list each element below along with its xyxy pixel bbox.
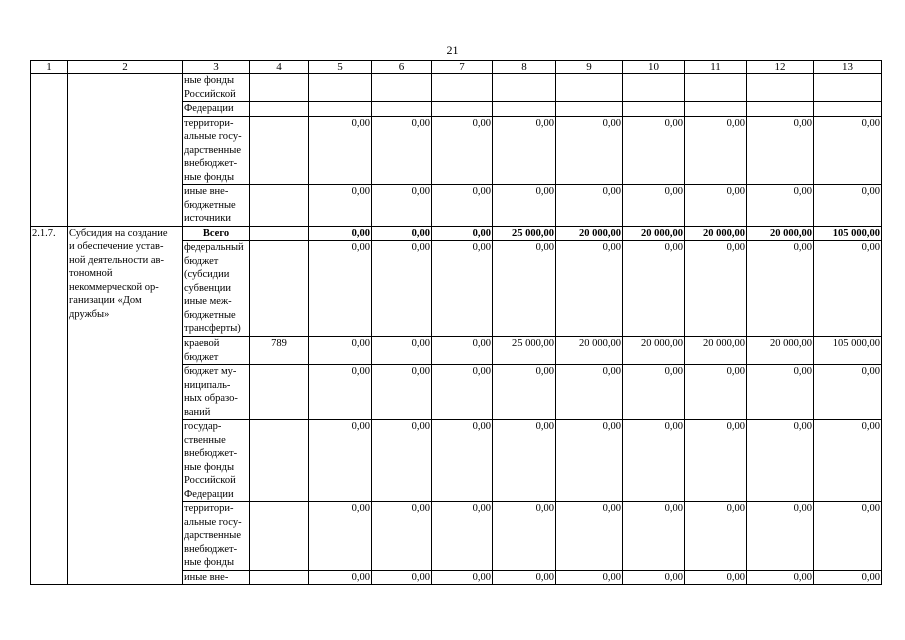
value-cell: 20 000,00 (623, 337, 685, 365)
value-cell (493, 102, 556, 117)
value-cell (556, 102, 623, 117)
value-cell: 105 000,00 (814, 226, 882, 241)
value-cell (747, 74, 814, 102)
value-cell: 0,00 (372, 420, 432, 502)
value-cell: 105 000,00 (814, 337, 882, 365)
value-cell: 0,00 (372, 116, 432, 185)
value-cell: 0,00 (814, 116, 882, 185)
value-cell (685, 102, 747, 117)
value-cell: 20 000,00 (556, 337, 623, 365)
value-cell (623, 102, 685, 117)
value-cell: 0,00 (493, 420, 556, 502)
row-number-cell: 2.1.7. (31, 226, 68, 585)
column-header: 5 (309, 61, 372, 74)
value-cell: 25 000,00 (493, 337, 556, 365)
value-cell: 0,00 (556, 570, 623, 585)
budget-table (30, 60, 882, 585)
value-cell: 0,00 (814, 570, 882, 585)
value-cell: 20 000,00 (685, 226, 747, 241)
column-header: 9 (556, 61, 623, 74)
funding-source-cell: ные фонды Российской (183, 74, 250, 102)
header-row (31, 61, 882, 74)
funding-source-cell: краевой бюджет (183, 337, 250, 365)
funding-source-cell: территори- альные госу- дарственные внебюджет- ные фонды (183, 502, 250, 571)
value-cell: 0,00 (685, 116, 747, 185)
code-cell (250, 226, 309, 241)
value-cell: 0,00 (814, 502, 882, 571)
value-cell: 0,00 (556, 241, 623, 337)
value-cell: 20 000,00 (556, 226, 623, 241)
code-cell (250, 241, 309, 337)
column-header: 13 (814, 61, 882, 74)
measure-name-cell (68, 74, 183, 227)
code-cell (250, 116, 309, 185)
value-cell: 0,00 (372, 365, 432, 420)
value-cell: 0,00 (372, 570, 432, 585)
value-cell: 0,00 (309, 241, 372, 337)
column-header: 10 (623, 61, 685, 74)
value-cell: 0,00 (556, 502, 623, 571)
funding-source-cell: иные вне- (183, 570, 250, 585)
funding-source-cell: государ- ственные внебюджет- ные фонды Российской Федерации (183, 420, 250, 502)
code-cell (250, 102, 309, 117)
value-cell: 0,00 (685, 420, 747, 502)
value-cell (685, 74, 747, 102)
value-cell (372, 102, 432, 117)
code-cell (250, 502, 309, 571)
column-header: 4 (250, 61, 309, 74)
value-cell (432, 102, 493, 117)
value-cell: 0,00 (432, 241, 493, 337)
funding-source-cell: территори- альные госу- дарственные внебюджет- ные фонды (183, 116, 250, 185)
value-cell: 0,00 (432, 502, 493, 571)
value-cell: 0,00 (685, 502, 747, 571)
column-header: 11 (685, 61, 747, 74)
funding-source-cell: бюджет му- ниципаль- ных образо- ваний (183, 365, 250, 420)
value-cell: 0,00 (623, 185, 685, 227)
value-cell: 0,00 (685, 365, 747, 420)
value-cell: 0,00 (372, 226, 432, 241)
value-cell: 0,00 (747, 365, 814, 420)
value-cell (814, 74, 882, 102)
column-header: 1 (31, 61, 68, 74)
value-cell: 0,00 (623, 420, 685, 502)
value-cell: 0,00 (747, 185, 814, 227)
value-cell: 0,00 (432, 185, 493, 227)
value-cell: 0,00 (814, 241, 882, 337)
row-number-cell (31, 74, 68, 227)
value-cell: 20 000,00 (747, 226, 814, 241)
value-cell: 0,00 (556, 116, 623, 185)
column-header: 6 (372, 61, 432, 74)
value-cell: 25 000,00 (493, 226, 556, 241)
value-cell: 0,00 (623, 502, 685, 571)
value-cell (747, 102, 814, 117)
code-cell (250, 365, 309, 420)
value-cell: 0,00 (432, 420, 493, 502)
value-cell: 0,00 (814, 185, 882, 227)
value-cell: 0,00 (814, 365, 882, 420)
value-cell: 0,00 (432, 226, 493, 241)
value-cell: 0,00 (309, 226, 372, 241)
value-cell: 20 000,00 (623, 226, 685, 241)
value-cell (309, 74, 372, 102)
total-row (31, 226, 882, 241)
value-cell: 0,00 (747, 241, 814, 337)
page-number: 21 (446, 43, 459, 57)
value-cell (556, 74, 623, 102)
value-cell: 0,00 (372, 502, 432, 571)
value-cell: 0,00 (432, 570, 493, 585)
column-header: 3 (183, 61, 250, 74)
value-cell (493, 74, 556, 102)
value-cell: 0,00 (309, 570, 372, 585)
value-cell: 0,00 (685, 570, 747, 585)
value-cell: 0,00 (309, 420, 372, 502)
value-cell: 20 000,00 (685, 337, 747, 365)
value-cell: 0,00 (747, 116, 814, 185)
value-cell: 0,00 (493, 241, 556, 337)
column-header: 2 (68, 61, 183, 74)
funding-source-cell: Федерации (183, 102, 250, 117)
value-cell: 0,00 (747, 420, 814, 502)
value-cell: 0,00 (372, 185, 432, 227)
value-cell: 0,00 (556, 420, 623, 502)
value-cell: 0,00 (309, 365, 372, 420)
value-cell: 0,00 (493, 570, 556, 585)
funding-source-cell: федеральный бюджет (субсидии субвенции иные меж- бюджетные трансферты) (183, 241, 250, 337)
value-cell: 0,00 (685, 241, 747, 337)
value-cell: 0,00 (372, 337, 432, 365)
table-row (31, 74, 882, 102)
funding-source-cell: Всего (183, 226, 250, 241)
value-cell: 0,00 (623, 241, 685, 337)
value-cell (372, 74, 432, 102)
value-cell: 0,00 (623, 570, 685, 585)
value-cell: 0,00 (309, 185, 372, 227)
value-cell (309, 102, 372, 117)
value-cell: 0,00 (493, 185, 556, 227)
column-header: 12 (747, 61, 814, 74)
value-cell: 0,00 (623, 365, 685, 420)
value-cell: 0,00 (493, 502, 556, 571)
value-cell: 0,00 (309, 502, 372, 571)
value-cell: 0,00 (493, 365, 556, 420)
funding-source-cell: иные вне- бюджетные источники (183, 185, 250, 227)
value-cell: 0,00 (309, 337, 372, 365)
value-cell: 0,00 (432, 337, 493, 365)
value-cell: 0,00 (623, 116, 685, 185)
value-cell (623, 74, 685, 102)
column-header: 7 (432, 61, 493, 74)
value-cell: 0,00 (747, 502, 814, 571)
value-cell: 20 000,00 (747, 337, 814, 365)
code-cell (250, 570, 309, 585)
value-cell: 0,00 (432, 365, 493, 420)
value-cell: 0,00 (556, 185, 623, 227)
value-cell: 0,00 (685, 185, 747, 227)
code-cell: 789 (250, 337, 309, 365)
code-cell (250, 185, 309, 227)
value-cell (432, 74, 493, 102)
measure-name-cell: Субсидия на создание и обеспечение устав- ной деятельности ав- тономной некоммерческой ор- ганизации «Дом дружбы» (68, 226, 183, 585)
code-cell (250, 74, 309, 102)
value-cell: 0,00 (493, 116, 556, 185)
value-cell: 0,00 (309, 116, 372, 185)
column-header: 8 (493, 61, 556, 74)
value-cell: 0,00 (747, 570, 814, 585)
value-cell (814, 102, 882, 117)
value-cell: 0,00 (814, 420, 882, 502)
code-cell (250, 420, 309, 502)
value-cell: 0,00 (556, 365, 623, 420)
value-cell: 0,00 (432, 116, 493, 185)
value-cell: 0,00 (372, 241, 432, 337)
